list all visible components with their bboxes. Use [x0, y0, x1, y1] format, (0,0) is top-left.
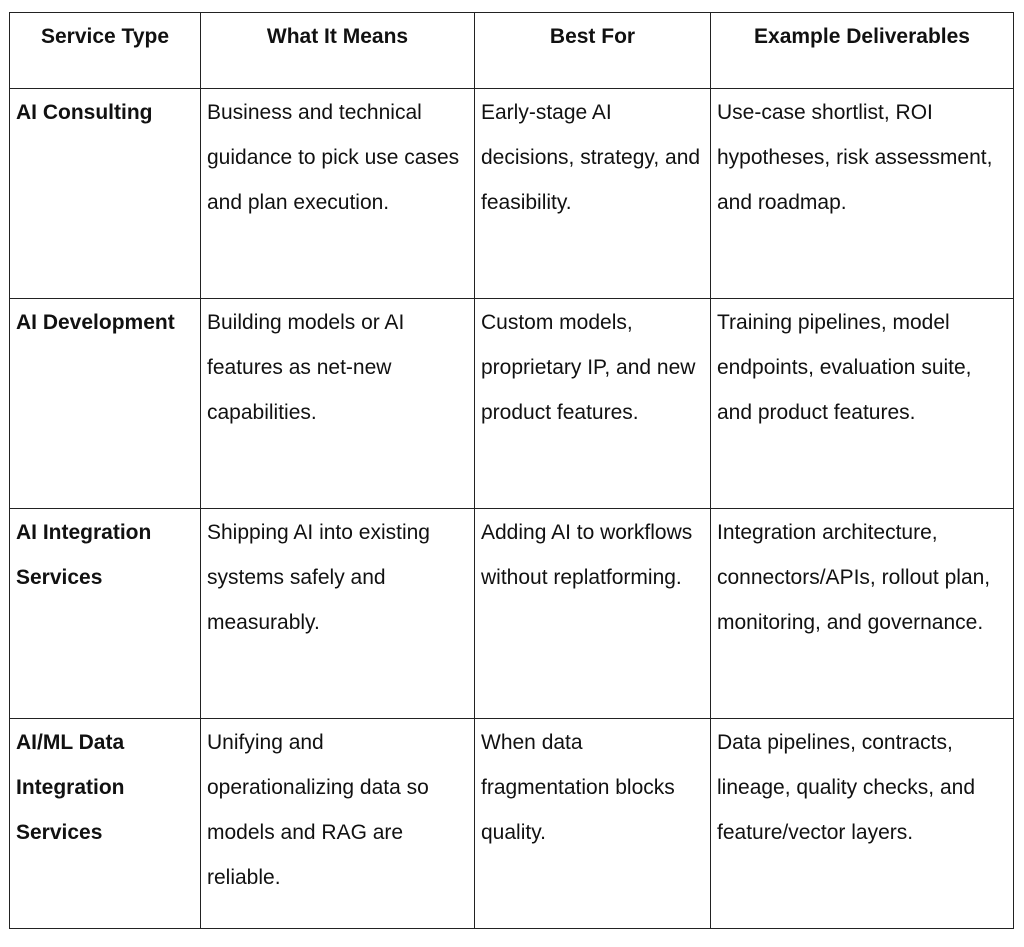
example-deliverables-cell: Data pipelines, contracts, lineage, quality checks, and feature/vector layers.: [711, 719, 1014, 929]
header-what-it-means: What It Means: [201, 13, 475, 89]
service-type-cell: AI/ML Data Integration Services: [10, 719, 201, 929]
service-type-cell: AI Integration Services: [10, 509, 201, 719]
example-deliverables-cell: Training pipelines, model endpoints, evaluation suite, and product features.: [711, 299, 1014, 509]
header-best-for: Best For: [475, 13, 711, 89]
table-header-row: [10, 13, 1014, 89]
header-example-deliverables: Example Deliverables: [711, 13, 1014, 89]
best-for-cell: Early-stage AI decisions, strategy, and feasibility.: [475, 89, 711, 299]
services-table: [9, 12, 1014, 929]
what-it-means-cell: Building models or AI features as net-new capabilities.: [201, 299, 475, 509]
table-row: [10, 89, 1014, 299]
what-it-means-cell: Unifying and operationalizing data so models and RAG are reliable.: [201, 719, 475, 929]
table-row: [10, 719, 1014, 929]
table-row: [10, 299, 1014, 509]
service-type-cell: AI Development: [10, 299, 201, 509]
what-it-means-cell: Shipping AI into existing systems safely and measurably.: [201, 509, 475, 719]
best-for-cell: Adding AI to workflows without replatforming.: [475, 509, 711, 719]
best-for-cell: Custom models, proprietary IP, and new product features.: [475, 299, 711, 509]
example-deliverables-cell: Integration architecture, connectors/APIs, rollout plan, monitoring, and governance.: [711, 509, 1014, 719]
what-it-means-cell: Business and technical guidance to pick use cases and plan execution.: [201, 89, 475, 299]
header-service-type: Service Type: [10, 13, 201, 89]
table-row: [10, 509, 1014, 719]
service-type-cell: AI Consulting: [10, 89, 201, 299]
best-for-cell: When data fragmentation blocks quality.: [475, 719, 711, 929]
example-deliverables-cell: Use-case shortlist, ROI hypotheses, risk assessment, and roadmap.: [711, 89, 1014, 299]
